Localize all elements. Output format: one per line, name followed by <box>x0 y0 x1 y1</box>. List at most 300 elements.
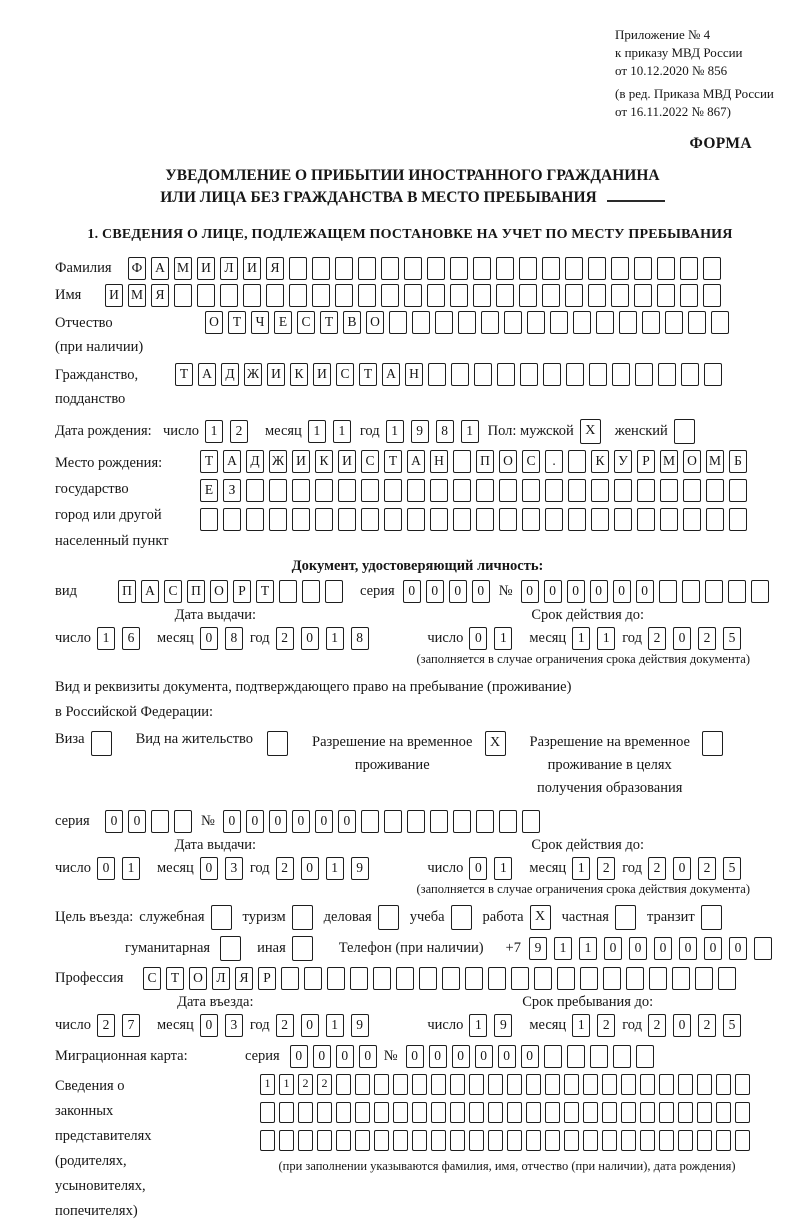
char-cell[interactable]: 1 <box>122 857 140 880</box>
char-cell[interactable]: У <box>614 450 632 473</box>
char-cell[interactable] <box>611 284 629 307</box>
char-cell[interactable] <box>389 311 407 334</box>
char-cell[interactable] <box>678 1102 693 1123</box>
sex-female-checkbox[interactable] <box>674 419 695 444</box>
char-cell[interactable] <box>267 731 288 756</box>
char-cell[interactable] <box>430 810 448 833</box>
char-cell[interactable] <box>697 1130 712 1151</box>
char-cell[interactable] <box>298 1102 313 1123</box>
char-cell[interactable] <box>404 257 422 280</box>
char-cell[interactable] <box>583 1130 598 1151</box>
char-cell[interactable] <box>243 284 261 307</box>
char-cell[interactable] <box>407 479 425 502</box>
char-cell[interactable]: 0 <box>472 580 490 603</box>
char-cell[interactable] <box>476 810 494 833</box>
char-cell[interactable]: Р <box>258 967 276 990</box>
char-cell[interactable]: 0 <box>521 580 539 603</box>
char-cell[interactable] <box>304 967 322 990</box>
char-cell[interactable]: А <box>407 450 425 473</box>
char-cell[interactable]: П <box>187 580 205 603</box>
doc-type-cells[interactable] <box>118 580 348 603</box>
char-cell[interactable] <box>412 311 430 334</box>
char-cell[interactable] <box>588 257 606 280</box>
char-cell[interactable]: Ч <box>251 311 269 334</box>
char-cell[interactable]: А <box>223 450 241 473</box>
char-cell[interactable] <box>404 284 422 307</box>
char-cell[interactable]: И <box>197 257 215 280</box>
char-cell[interactable] <box>373 967 391 990</box>
representatives-row3[interactable] <box>260 1130 754 1151</box>
char-cell[interactable] <box>567 1045 585 1068</box>
char-cell[interactable]: 1 <box>494 627 512 650</box>
char-cell[interactable] <box>520 363 538 386</box>
char-cell[interactable] <box>302 580 320 603</box>
doc-valid-year-cells[interactable] <box>648 627 748 650</box>
char-cell[interactable]: П <box>118 580 136 603</box>
char-cell[interactable] <box>545 479 563 502</box>
permit-issue-year-cells[interactable] <box>276 857 376 880</box>
char-cell[interactable]: Б <box>729 450 747 473</box>
char-cell[interactable] <box>718 967 736 990</box>
char-cell[interactable]: 0 <box>359 1045 377 1068</box>
char-cell[interactable] <box>678 1130 693 1151</box>
char-cell[interactable]: 0 <box>613 580 631 603</box>
char-cell[interactable] <box>435 311 453 334</box>
char-cell[interactable] <box>603 967 621 990</box>
char-cell[interactable] <box>703 284 721 307</box>
char-cell[interactable] <box>545 1074 560 1095</box>
char-cell[interactable] <box>634 284 652 307</box>
char-cell[interactable] <box>450 257 468 280</box>
char-cell[interactable] <box>355 1130 370 1151</box>
char-cell[interactable] <box>442 967 460 990</box>
permit-valid-year-cells[interactable] <box>648 857 748 880</box>
char-cell[interactable]: 3 <box>225 857 243 880</box>
char-cell[interactable]: 0 <box>469 627 487 650</box>
char-cell[interactable]: Р <box>233 580 251 603</box>
char-cell[interactable] <box>591 508 609 531</box>
char-cell[interactable] <box>292 479 310 502</box>
char-cell[interactable] <box>602 1130 617 1151</box>
char-cell[interactable] <box>488 967 506 990</box>
char-cell[interactable] <box>504 311 522 334</box>
char-cell[interactable] <box>701 905 722 930</box>
char-cell[interactable] <box>289 257 307 280</box>
char-cell[interactable]: 8 <box>225 627 243 650</box>
char-cell[interactable]: К <box>315 450 333 473</box>
char-cell[interactable] <box>496 284 514 307</box>
char-cell[interactable] <box>497 363 515 386</box>
char-cell[interactable] <box>451 905 472 930</box>
char-cell[interactable] <box>680 257 698 280</box>
char-cell[interactable] <box>729 508 747 531</box>
char-cell[interactable]: С <box>297 311 315 334</box>
char-cell[interactable] <box>596 311 614 334</box>
char-cell[interactable] <box>602 1102 617 1123</box>
char-cell[interactable]: 0 <box>97 857 115 880</box>
char-cell[interactable] <box>640 1130 655 1151</box>
char-cell[interactable] <box>674 419 695 444</box>
char-cell[interactable] <box>374 1102 389 1123</box>
char-cell[interactable] <box>453 479 471 502</box>
char-cell[interactable]: 8 <box>351 627 369 650</box>
doc-valid-day-cells[interactable] <box>469 627 519 650</box>
char-cell[interactable] <box>315 508 333 531</box>
char-cell[interactable]: 0 <box>729 937 747 960</box>
char-cell[interactable] <box>312 284 330 307</box>
char-cell[interactable] <box>393 1074 408 1095</box>
char-cell[interactable] <box>659 1074 674 1095</box>
char-cell[interactable] <box>657 284 675 307</box>
char-cell[interactable] <box>223 508 241 531</box>
char-cell[interactable]: 0 <box>292 810 310 833</box>
char-cell[interactable] <box>431 1074 446 1095</box>
purpose-humanitarian-checkbox[interactable] <box>220 936 241 961</box>
char-cell[interactable] <box>566 363 584 386</box>
char-cell[interactable]: 0 <box>315 810 333 833</box>
char-cell[interactable] <box>545 508 563 531</box>
char-cell[interactable]: 0 <box>406 1045 424 1068</box>
char-cell[interactable] <box>522 479 540 502</box>
char-cell[interactable]: 0 <box>269 810 287 833</box>
char-cell[interactable] <box>697 1102 712 1123</box>
char-cell[interactable]: 1 <box>579 937 597 960</box>
char-cell[interactable] <box>716 1102 731 1123</box>
char-cell[interactable] <box>614 508 632 531</box>
char-cell[interactable] <box>688 311 706 334</box>
char-cell[interactable]: 0 <box>246 810 264 833</box>
char-cell[interactable] <box>754 937 772 960</box>
char-cell[interactable] <box>519 284 537 307</box>
char-cell[interactable] <box>453 450 471 473</box>
char-cell[interactable]: 0 <box>475 1045 493 1068</box>
char-cell[interactable]: 0 <box>521 1045 539 1068</box>
char-cell[interactable] <box>615 905 636 930</box>
char-cell[interactable]: 0 <box>200 857 218 880</box>
entry-day-cells[interactable] <box>97 1014 147 1037</box>
char-cell[interactable] <box>729 479 747 502</box>
char-cell[interactable]: 1 <box>333 420 351 443</box>
purpose-business-checkbox[interactable] <box>378 905 399 930</box>
char-cell[interactable] <box>544 1045 562 1068</box>
char-cell[interactable] <box>174 284 192 307</box>
char-cell[interactable]: 0 <box>301 857 319 880</box>
char-cell[interactable] <box>266 284 284 307</box>
char-cell[interactable] <box>542 284 560 307</box>
sex-male-checkbox[interactable] <box>580 419 601 444</box>
char-cell[interactable] <box>499 810 517 833</box>
char-cell[interactable] <box>672 967 690 990</box>
permit-number-cells[interactable] <box>223 810 545 833</box>
char-cell[interactable]: 0 <box>452 1045 470 1068</box>
char-cell[interactable] <box>260 1130 275 1151</box>
char-cell[interactable]: Т <box>175 363 193 386</box>
char-cell[interactable] <box>381 284 399 307</box>
char-cell[interactable] <box>522 810 540 833</box>
char-cell[interactable] <box>526 1130 541 1151</box>
char-cell[interactable] <box>458 311 476 334</box>
char-cell[interactable] <box>621 1074 636 1095</box>
char-cell[interactable] <box>317 1102 332 1123</box>
char-cell[interactable] <box>279 580 297 603</box>
char-cell[interactable] <box>499 508 517 531</box>
char-cell[interactable] <box>374 1130 389 1151</box>
char-cell[interactable] <box>564 1102 579 1123</box>
char-cell[interactable]: А <box>198 363 216 386</box>
char-cell[interactable]: 2 <box>648 627 666 650</box>
char-cell[interactable] <box>591 479 609 502</box>
char-cell[interactable]: Я <box>235 967 253 990</box>
char-cell[interactable] <box>716 1130 731 1151</box>
char-cell[interactable] <box>412 1074 427 1095</box>
char-cell[interactable] <box>431 1102 446 1123</box>
permit-series-cells[interactable] <box>105 810 197 833</box>
patronymic-cells[interactable] <box>205 311 734 334</box>
char-cell[interactable]: 1 <box>554 937 572 960</box>
char-cell[interactable] <box>488 1102 503 1123</box>
char-cell[interactable] <box>612 363 630 386</box>
char-cell[interactable]: 2 <box>597 1014 615 1037</box>
char-cell[interactable] <box>703 257 721 280</box>
char-cell[interactable] <box>374 1074 389 1095</box>
char-cell[interactable]: П <box>476 450 494 473</box>
char-cell[interactable]: 0 <box>301 1014 319 1037</box>
char-cell[interactable]: 2 <box>298 1074 313 1095</box>
char-cell[interactable] <box>393 1130 408 1151</box>
char-cell[interactable] <box>246 479 264 502</box>
doc-issue-year-cells[interactable] <box>276 627 376 650</box>
char-cell[interactable]: 0 <box>223 810 241 833</box>
char-cell[interactable] <box>588 284 606 307</box>
char-cell[interactable]: 1 <box>572 627 590 650</box>
char-cell[interactable]: X <box>530 905 551 930</box>
purpose-transit-checkbox[interactable] <box>701 905 722 930</box>
char-cell[interactable]: 0 <box>590 580 608 603</box>
char-cell[interactable]: 9 <box>351 857 369 880</box>
char-cell[interactable]: С <box>336 363 354 386</box>
char-cell[interactable] <box>350 967 368 990</box>
char-cell[interactable]: 3 <box>225 1014 243 1037</box>
char-cell[interactable]: 1 <box>326 857 344 880</box>
char-cell[interactable]: И <box>313 363 331 386</box>
char-cell[interactable]: О <box>189 967 207 990</box>
char-cell[interactable] <box>583 1102 598 1123</box>
char-cell[interactable]: И <box>292 450 310 473</box>
char-cell[interactable]: X <box>485 731 506 756</box>
char-cell[interactable] <box>381 257 399 280</box>
birth-place-row2[interactable] <box>200 479 752 502</box>
char-cell[interactable] <box>325 580 343 603</box>
char-cell[interactable]: 0 <box>604 937 622 960</box>
char-cell[interactable] <box>336 1102 351 1123</box>
char-cell[interactable] <box>583 1074 598 1095</box>
char-cell[interactable]: 0 <box>673 857 691 880</box>
char-cell[interactable]: 5 <box>723 627 741 650</box>
char-cell[interactable]: Я <box>266 257 284 280</box>
char-cell[interactable]: 2 <box>276 627 294 650</box>
char-cell[interactable] <box>336 1074 351 1095</box>
char-cell[interactable]: 6 <box>122 627 140 650</box>
char-cell[interactable] <box>637 479 655 502</box>
char-cell[interactable] <box>568 479 586 502</box>
permit-issue-day-cells[interactable] <box>97 857 147 880</box>
char-cell[interactable] <box>534 967 552 990</box>
char-cell[interactable] <box>260 1102 275 1123</box>
profession-cells[interactable] <box>143 967 741 990</box>
char-cell[interactable]: 0 <box>673 627 691 650</box>
char-cell[interactable]: 0 <box>301 627 319 650</box>
char-cell[interactable] <box>200 508 218 531</box>
char-cell[interactable] <box>519 257 537 280</box>
char-cell[interactable]: 0 <box>290 1045 308 1068</box>
char-cell[interactable] <box>621 1102 636 1123</box>
char-cell[interactable]: Ж <box>244 363 262 386</box>
char-cell[interactable]: Т <box>256 580 274 603</box>
char-cell[interactable]: 0 <box>704 937 722 960</box>
entry-year-cells[interactable] <box>276 1014 376 1037</box>
char-cell[interactable] <box>678 1074 693 1095</box>
char-cell[interactable]: 1 <box>469 1014 487 1037</box>
char-cell[interactable] <box>507 1074 522 1095</box>
char-cell[interactable] <box>511 967 529 990</box>
char-cell[interactable] <box>335 284 353 307</box>
char-cell[interactable]: 1 <box>205 420 223 443</box>
char-cell[interactable]: 9 <box>411 420 429 443</box>
char-cell[interactable] <box>465 967 483 990</box>
char-cell[interactable] <box>220 936 241 961</box>
char-cell[interactable]: 1 <box>326 1014 344 1037</box>
stay-year-cells[interactable] <box>648 1014 748 1037</box>
char-cell[interactable]: 1 <box>326 627 344 650</box>
char-cell[interactable] <box>358 257 376 280</box>
char-cell[interactable]: 8 <box>436 420 454 443</box>
char-cell[interactable]: 0 <box>128 810 146 833</box>
char-cell[interactable] <box>697 1074 712 1095</box>
char-cell[interactable] <box>450 1130 465 1151</box>
char-cell[interactable] <box>658 363 676 386</box>
char-cell[interactable] <box>453 810 471 833</box>
char-cell[interactable] <box>580 967 598 990</box>
char-cell[interactable] <box>705 580 723 603</box>
char-cell[interactable]: 0 <box>338 810 356 833</box>
char-cell[interactable] <box>211 905 232 930</box>
char-cell[interactable]: К <box>591 450 609 473</box>
char-cell[interactable] <box>565 257 583 280</box>
temp-residence-edu-checkbox[interactable] <box>702 731 723 756</box>
char-cell[interactable]: Д <box>246 450 264 473</box>
char-cell[interactable] <box>507 1130 522 1151</box>
char-cell[interactable]: 1 <box>260 1074 275 1095</box>
char-cell[interactable]: 0 <box>426 580 444 603</box>
char-cell[interactable]: 0 <box>449 580 467 603</box>
char-cell[interactable]: И <box>338 450 356 473</box>
residence-permit-checkbox[interactable] <box>267 731 288 756</box>
char-cell[interactable]: 2 <box>317 1074 332 1095</box>
char-cell[interactable]: А <box>382 363 400 386</box>
char-cell[interactable]: X <box>580 419 601 444</box>
char-cell[interactable] <box>451 363 469 386</box>
char-cell[interactable] <box>335 257 353 280</box>
char-cell[interactable] <box>507 1102 522 1123</box>
char-cell[interactable] <box>614 479 632 502</box>
birth-place-row1[interactable] <box>200 450 752 473</box>
char-cell[interactable] <box>590 1045 608 1068</box>
char-cell[interactable]: М <box>660 450 678 473</box>
char-cell[interactable] <box>315 479 333 502</box>
char-cell[interactable] <box>728 580 746 603</box>
char-cell[interactable]: Т <box>200 450 218 473</box>
char-cell[interactable] <box>704 363 722 386</box>
char-cell[interactable]: Т <box>228 311 246 334</box>
char-cell[interactable] <box>450 1074 465 1095</box>
char-cell[interactable] <box>317 1130 332 1151</box>
char-cell[interactable]: 1 <box>597 627 615 650</box>
char-cell[interactable]: 9 <box>494 1014 512 1037</box>
char-cell[interactable]: 2 <box>276 857 294 880</box>
doc-number-cells[interactable] <box>521 580 774 603</box>
char-cell[interactable] <box>499 479 517 502</box>
char-cell[interactable] <box>431 1130 446 1151</box>
birth-month-cells[interactable] <box>308 420 358 443</box>
char-cell[interactable] <box>427 284 445 307</box>
char-cell[interactable] <box>407 508 425 531</box>
char-cell[interactable] <box>522 508 540 531</box>
char-cell[interactable] <box>419 967 437 990</box>
char-cell[interactable] <box>427 257 445 280</box>
char-cell[interactable] <box>589 363 607 386</box>
char-cell[interactable] <box>634 257 652 280</box>
permit-valid-day-cells[interactable] <box>469 857 519 880</box>
char-cell[interactable]: О <box>366 311 384 334</box>
doc-series-cells[interactable] <box>403 580 495 603</box>
char-cell[interactable] <box>384 479 402 502</box>
char-cell[interactable]: 0 <box>469 857 487 880</box>
char-cell[interactable]: 2 <box>276 1014 294 1037</box>
char-cell[interactable]: 0 <box>105 810 123 833</box>
char-cell[interactable]: 1 <box>97 627 115 650</box>
char-cell[interactable]: 1 <box>461 420 479 443</box>
char-cell[interactable] <box>469 1130 484 1151</box>
char-cell[interactable]: Е <box>200 479 218 502</box>
char-cell[interactable]: М <box>128 284 146 307</box>
char-cell[interactable] <box>312 257 330 280</box>
char-cell[interactable]: 2 <box>698 627 716 650</box>
char-cell[interactable] <box>361 508 379 531</box>
char-cell[interactable]: 0 <box>200 1014 218 1037</box>
entry-month-cells[interactable] <box>200 1014 250 1037</box>
char-cell[interactable] <box>526 1074 541 1095</box>
purpose-tourism-checkbox[interactable] <box>292 905 313 930</box>
char-cell[interactable] <box>450 284 468 307</box>
char-cell[interactable] <box>711 311 729 334</box>
char-cell[interactable] <box>613 1045 631 1068</box>
purpose-work-checkbox[interactable] <box>530 905 551 930</box>
char-cell[interactable]: М <box>706 450 724 473</box>
char-cell[interactable] <box>430 508 448 531</box>
stay-day-cells[interactable] <box>469 1014 519 1037</box>
char-cell[interactable]: 1 <box>572 857 590 880</box>
char-cell[interactable] <box>706 479 724 502</box>
char-cell[interactable] <box>361 479 379 502</box>
char-cell[interactable] <box>289 284 307 307</box>
char-cell[interactable] <box>637 508 655 531</box>
char-cell[interactable]: 0 <box>567 580 585 603</box>
char-cell[interactable] <box>481 311 499 334</box>
char-cell[interactable] <box>640 1074 655 1095</box>
char-cell[interactable] <box>564 1074 579 1095</box>
char-cell[interactable]: 5 <box>723 1014 741 1037</box>
char-cell[interactable] <box>281 967 299 990</box>
